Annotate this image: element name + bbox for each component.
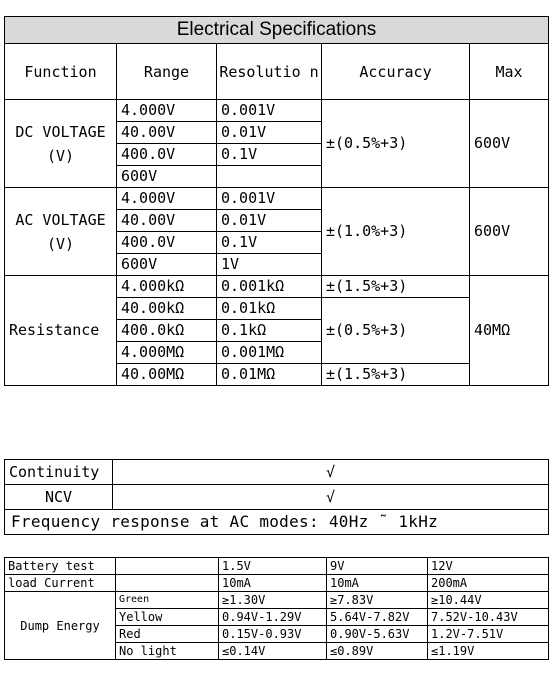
header-accuracy: Accuracy (322, 44, 470, 100)
dc-resolution: 0.1V (217, 144, 322, 166)
continuity-ncv-table (4, 459, 549, 535)
battery-test-label: Battery test (5, 558, 116, 575)
level-value: 1.2V-7.51V (428, 626, 549, 643)
header-resolution: Resolutio n (217, 44, 322, 100)
level-value: ≥10.44V (428, 592, 549, 609)
resistance-range: 40.00kΩ (117, 298, 217, 320)
level-name: Yellow (116, 609, 219, 626)
dump-energy-label: Dump Energy (5, 592, 116, 660)
level-name: Red (116, 626, 219, 643)
level-value: ≥7.83V (327, 592, 428, 609)
header-max: Max (470, 44, 549, 100)
level-value: ≤1.19V (428, 643, 549, 660)
ac-resolution: 0.01V (217, 210, 322, 232)
resistance-range: 4.000kΩ (117, 276, 217, 298)
dc-range: 4.000V (117, 100, 217, 122)
resistance-function: Resistance (5, 276, 117, 386)
continuity-check: √ (113, 460, 549, 485)
ac-max: 600V (470, 188, 549, 276)
ac-voltage-function: AC VOLTAGE (V) (5, 188, 117, 276)
header-function: Function (5, 44, 117, 100)
level-name: Green (116, 592, 219, 609)
level-value: ≤0.14V (219, 643, 327, 660)
load-current-value: 200mA (428, 575, 549, 592)
dc-max: 600V (470, 100, 549, 188)
load-current-label: load Current (5, 575, 116, 592)
resistance-range: 4.000MΩ (117, 342, 217, 364)
ac-resolution: 1V (217, 254, 322, 276)
ac-accuracy: ±(1.0%+3) (322, 188, 470, 276)
dc-range: 400.0V (117, 144, 217, 166)
resistance-resolution: 0.01kΩ (217, 298, 322, 320)
ac-range: 4.000V (117, 188, 217, 210)
ncv-label: NCV (5, 485, 113, 510)
continuity-label: Continuity (5, 460, 113, 485)
ncv-check: √ (113, 485, 549, 510)
load-current-value: 10mA (219, 575, 327, 592)
ac-range: 400.0V (117, 232, 217, 254)
battery-test-value: 12V (428, 558, 549, 575)
battery-test-value: 1.5V (219, 558, 327, 575)
dc-accuracy: ±(0.5%+3) (322, 100, 470, 188)
dc-range: 40.00V (117, 122, 217, 144)
level-name: No light (116, 643, 219, 660)
level-value: 0.94V-1.29V (219, 609, 327, 626)
resistance-resolution: 0.1kΩ (217, 320, 322, 342)
resistance-range: 400.0kΩ (117, 320, 217, 342)
header-range: Range (117, 44, 217, 100)
ac-range: 600V (117, 254, 217, 276)
level-value: 7.52V-10.43V (428, 609, 549, 626)
load-current-value: 10mA (327, 575, 428, 592)
resistance-resolution: 0.001kΩ (217, 276, 322, 298)
resistance-accuracy: ±(1.5%+3) (322, 364, 470, 386)
resistance-resolution: 0.001MΩ (217, 342, 322, 364)
electrical-specifications-table (4, 16, 549, 386)
battery-test-value: 9V (327, 558, 428, 575)
level-value: 0.90V-5.63V (327, 626, 428, 643)
table-title: Electrical Specifications (5, 17, 549, 44)
level-value: 5.64V-7.82V (327, 609, 428, 626)
ac-resolution: 0.001V (217, 188, 322, 210)
dc-range: 600V (117, 166, 217, 188)
resistance-accuracy: ±(1.5%+3) (322, 276, 470, 298)
frequency-response: Frequency response at AC modes: 40Hz ˜ 1kHz (5, 510, 549, 535)
resistance-max: 40MΩ (470, 276, 549, 386)
dc-resolution: 0.001V (217, 100, 322, 122)
dc-resolution: 0.01V (217, 122, 322, 144)
level-value: ≤0.89V (327, 643, 428, 660)
ac-resolution: 0.1V (217, 232, 322, 254)
ac-range: 40.00V (117, 210, 217, 232)
battery-test-table (4, 557, 549, 660)
dc-resolution (217, 166, 322, 188)
level-value: 0.15V-0.93V (219, 626, 327, 643)
dc-voltage-function: DC VOLTAGE (V) (5, 100, 117, 188)
resistance-resolution: 0.01MΩ (217, 364, 322, 386)
level-value: ≥1.30V (219, 592, 327, 609)
resistance-accuracy: ±(0.5%+3) (322, 298, 470, 364)
resistance-range: 40.00MΩ (117, 364, 217, 386)
